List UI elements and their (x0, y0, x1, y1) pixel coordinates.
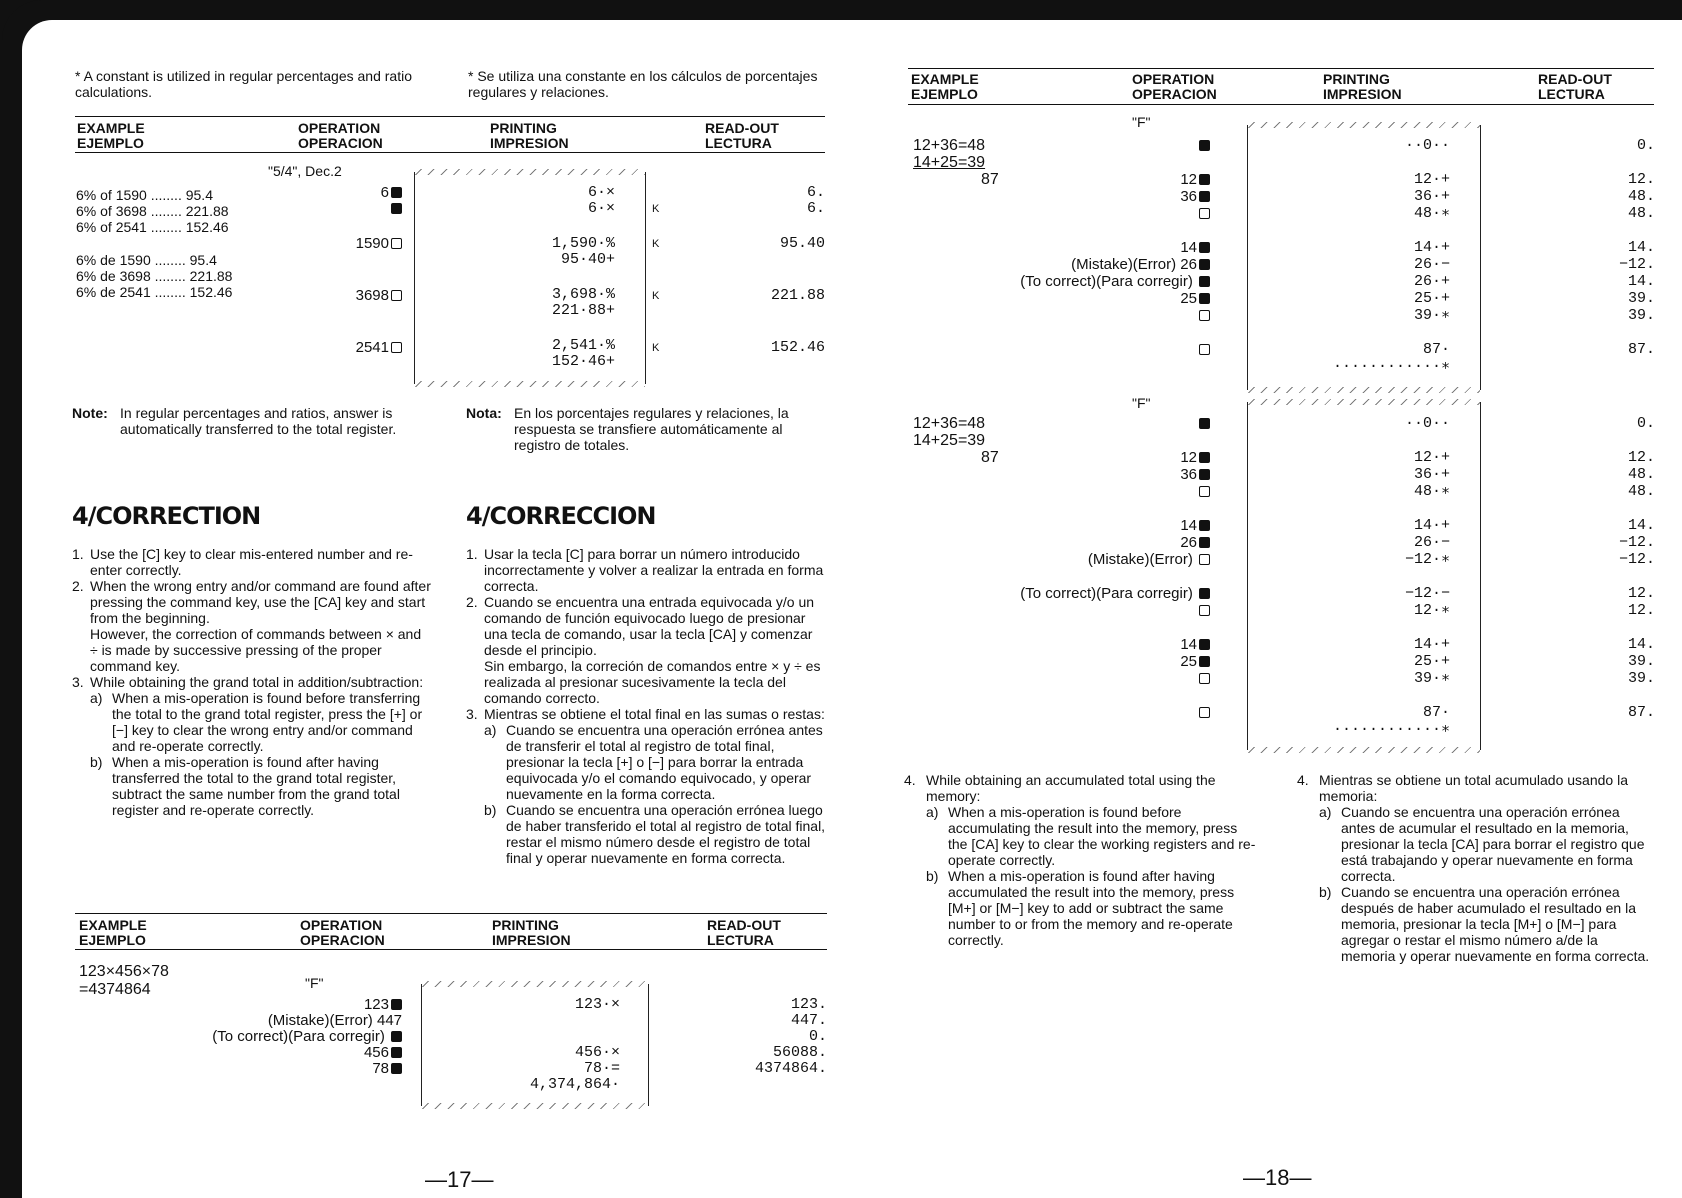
plus-key-icon (1199, 293, 1210, 304)
pct-examples-en: 6% of 1590 ........ 95.4 6% of 3698 ........ 221.88 6% of 2541 ........ 152.46 (76, 187, 229, 235)
k-indicator: K (652, 342, 660, 354)
header-example: EXAMPLE EJEMPLO (77, 120, 145, 151)
percent-key-icon (391, 238, 402, 249)
section-title-en: 4/CORRECTION (72, 502, 261, 530)
minus-key-icon (1199, 588, 1210, 599)
k-indicator: K (652, 290, 660, 302)
equals-key-icon (391, 1063, 402, 1074)
plus-key-icon (1199, 656, 1210, 667)
ex1-tape-text: ··0·· 12·+ 36·+ 48·∗ 14·+ 26·− 26·+ 25·+ 39·∗ 87· ············∗ (1332, 137, 1450, 375)
pct-op-2 (330, 201, 402, 217)
r-header-example: EXAMPLE EJEMPLO (911, 71, 979, 102)
mult-readouts: 123. 447. 0. 56088. 4374864. (754, 996, 827, 1077)
header-readout: READ-OUT LECTURA (705, 120, 779, 151)
pct-tape-text: 6·× 6·× 1,590·% 95·40+ 3,698·% 221·88+ 2,541·% 152·46+ (551, 184, 615, 370)
pct-op-5: 2541 (320, 340, 402, 356)
ex2-readouts: 0. 12. 48. 48. 14. −12. −12. 12. 12. 14. 39. 39. 87. (1618, 415, 1655, 721)
minus-key-icon (1199, 259, 1210, 270)
plus-key-icon (1199, 452, 1210, 463)
r-header-rule-bottom (908, 104, 1654, 105)
list-item: 2. Cuando se encuentra una entrada equivocada y/o un comando de función equivocado luego de presionar una tecla de comando, usar la tecla [CA] y comenzar desde el principio. Sin embargo, la correción de comandos entre × y ÷ es realizada al presionar sucesivamente la tecla del comando correcto. (466, 594, 821, 706)
page-number-right: —18— (1243, 1165, 1312, 1190)
total-key-icon (1199, 208, 1210, 219)
r-header-printing: PRINTING IMPRESION (1323, 71, 1402, 102)
multiply-key-icon (391, 187, 402, 198)
plus-key-icon (1199, 469, 1210, 480)
list-item: 1. Use the [C] key to clear mis-entered number and re-enter correctly. (72, 546, 413, 578)
list-item: 1. Usar la tecla [C] para borrar un número introducido incorrectamente y volver a realizar la entrada en forma correcta. (466, 546, 824, 594)
mult-tape-text: 123·× 456·× 78·= 4,374,864· (529, 996, 620, 1093)
header2-operation: OPERATION OPERACION (300, 917, 385, 948)
ex1-ops: 12 36 14 (Mistake)(Error) 26 (To correct)(Para corregir) 25 (990, 137, 1210, 358)
section-title-es: 4/CORRECCION (466, 502, 656, 530)
header2-printing: PRINTING IMPRESION (492, 917, 571, 948)
pct-op-1: 6 (330, 185, 402, 201)
plus-key-icon (1199, 639, 1210, 650)
r-header-readout: READ-OUT LECTURA (1538, 71, 1612, 102)
plus-key-icon (1199, 242, 1210, 253)
total-key-icon (1199, 673, 1210, 684)
note-en: Note: In regular percentages and ratios, answer is automatically transferred to the total register. (72, 405, 397, 437)
total-key-icon (1199, 310, 1210, 321)
multiply-key-icon (391, 203, 402, 214)
total-key-icon (1199, 486, 1210, 497)
page-number-left: —17— (425, 1167, 494, 1192)
clear-key-icon (391, 1031, 402, 1042)
mult-example: 123×456×78 =4374864 (79, 963, 169, 998)
multiply-key-icon (391, 999, 402, 1010)
plus-key-icon (1199, 174, 1210, 185)
header2-readout: READ-OUT LECTURA (707, 917, 781, 948)
top-binding-edge (0, 0, 1682, 20)
percent-key-icon (391, 290, 402, 301)
ex2-ops: 12 36 14 26 (Mistake)(Error) (To correct)(Para corregir) 14 25 (990, 415, 1210, 721)
total-key-icon (1199, 554, 1210, 565)
header2-rule-top (75, 913, 827, 914)
note-es: Nota: En los porcentajes regulares y relaciones, la respuesta se transfiere automáticamente al registro de totales. (466, 405, 789, 453)
header-operation: OPERATION OPERACION (298, 120, 383, 151)
ex1-readouts: 0. 12. 48. 48. 14. −12. 14. 39. 39. 87. (1618, 137, 1655, 358)
header-printing: PRINTING IMPRESION (490, 120, 569, 151)
item4-es: 4. Mientras se obtiene un total acumulado usando la memoria: a) Cuando se encuentra una operación errónea antes de acumular el resultado en la memoria, presionar la tecla [CA] para borrar el registro que está trabajando y operar nuevamente en forma correcta. b) Cuando se encuentra una operación errónea después de haber acumulado el resultado en la memoria, presionar la tecla [M+] o [M−] para agregar o restar el mismo número a/de la memoria y operar nuevamente en forma correcta. (1297, 772, 1650, 964)
list-item: 3. Mientras se obtiene el total final en las sumas o restas: a) Cuando se encuentra una operación errónea antes de transferir el total al registro de total final, presionar la tecla [+] o [−] para borrar la entrada equivocada y/o el comando equivocado, y operar nuevamente en la forma correcta. b) Cuando se encuentra una operación errónea luego de haber transferido el total al registro de total final, restar el mismo número desde el registro de total final y operar nuevamente en forma correcta. (466, 706, 826, 866)
ex2-example: 12+36=48 14+25=39 87 (913, 415, 999, 466)
list-item: 3. While obtaining the grand total in addition/subtraction: a) When a mis-operation is found before transferring the total to the grand total register, press the [+] or [−] key to clear the wrong entry and/or command and re-operate correctly. b) When a mis-operation is found after having transferred the total to the grand total register, subtract the same number from the grand total register and re-operate correctly. (72, 674, 424, 818)
plus-key-icon (1199, 520, 1210, 531)
k-indicator: K (652, 203, 660, 215)
r-header-operation: OPERATION OPERACION (1132, 71, 1217, 102)
multiply-key-icon (391, 1047, 402, 1058)
intro-en: * A constant is utilized in regular percentages and ratio calculations. (75, 68, 412, 100)
ex2-setting: "F" (1132, 395, 1151, 411)
percent-key-icon (391, 342, 402, 353)
clear-all-key-icon (1199, 140, 1210, 151)
correction-list-en (72, 546, 432, 818)
mult-ops: 123 (Mistake)(Error) 447 (To correct)(Para corregir) 456 78 (212, 996, 402, 1077)
plus-key-icon (1199, 276, 1210, 287)
r-header-rule-top (908, 68, 1654, 69)
intro-es: * Se utiliza una constante en los cálculos de porcentajes regulares y relaciones. (468, 68, 818, 100)
ex1-setting: "F" (1132, 114, 1151, 130)
grand-total-key-icon (1199, 707, 1210, 718)
grand-total-key-icon (1199, 344, 1210, 355)
header2-rule-bottom (75, 949, 827, 950)
pct-readouts: 6. 6. 95.40 221.88 152.46 (770, 184, 825, 356)
list-item: 2. When the wrong entry and/or command are found after pressing the command key, use the [CA] key and start from the beginning. However, the correction of commands between × and ÷ is made by successive pressing of the proper command key. (72, 578, 431, 674)
clear-all-key-icon (1199, 418, 1210, 429)
header-rule-top (75, 116, 825, 117)
mult-setting: "F" (305, 975, 324, 991)
header-rule-bottom (75, 152, 825, 153)
ex2-tape-text: ··0·· 12·+ 36·+ 48·∗ 14·+ 26·− −12·∗ −12·− 12·∗ 14·+ 25·+ 39·∗ 87· ············∗ (1332, 415, 1450, 738)
total-key-icon (1199, 605, 1210, 616)
pct-op-3: 1590 (320, 236, 402, 252)
minus-key-icon (1199, 537, 1210, 548)
plus-key-icon (1199, 191, 1210, 202)
ex1-example: 12+36=48 14+25=39 87 (913, 137, 999, 188)
correction-list-es (466, 546, 828, 866)
header2-example: EXAMPLE EJEMPLO (79, 917, 147, 948)
item4-en: 4. While obtaining an accumulated total using the memory: a) When a mis-operation is found before accumulating the result into the memory, press the [CA] key to clear the working registers and re-operate correctly. b) When a mis-operation is found after having accumulated the result into the memory, press [M+] or [M−] key to add or subtract the same number to or from the memory and re-operate correctly. (904, 772, 1256, 948)
left-binding-edge (0, 0, 22, 1198)
pct-setting: "5/4", Dec.2 (268, 163, 342, 179)
pct-op-4: 3698 (320, 288, 402, 304)
k-indicator: K (652, 238, 660, 250)
pct-examples-es: 6% de 1590 ........ 95.4 6% de 3698 ........ 221.88 6% de 2541 ........ 152.46 (76, 252, 233, 300)
